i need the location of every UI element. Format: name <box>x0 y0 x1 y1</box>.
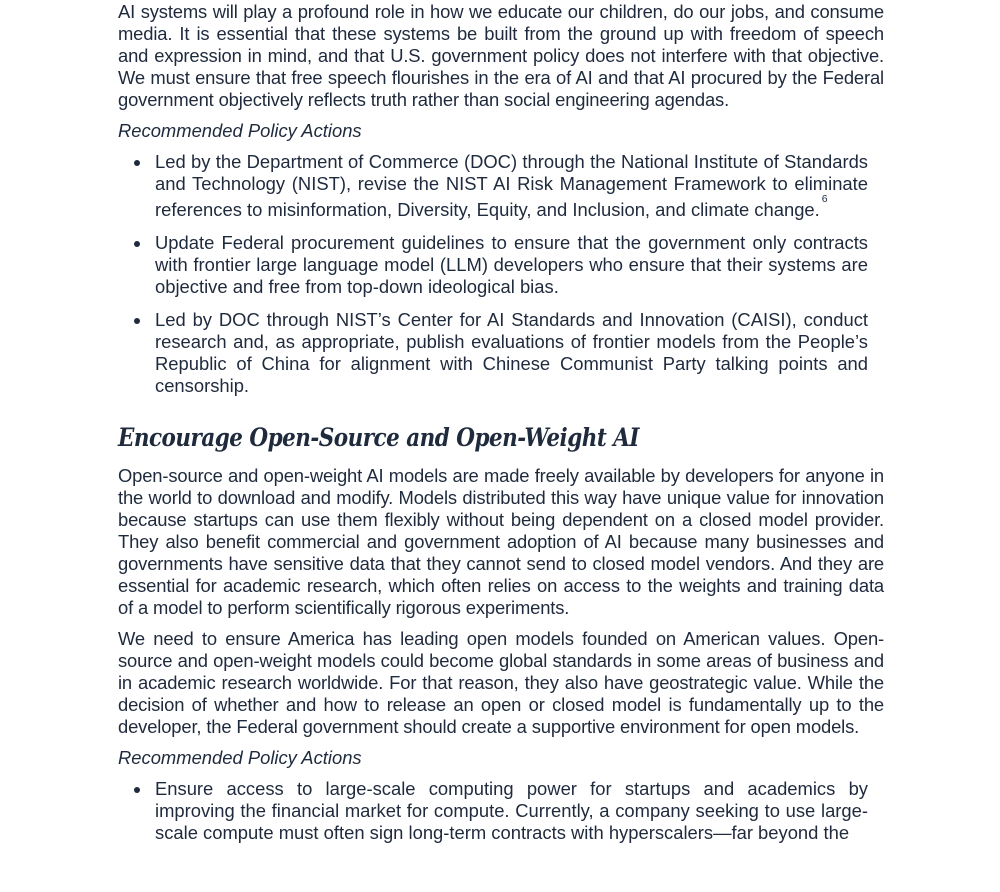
section2-bullet-list <box>118 778 884 844</box>
list-item <box>118 309 868 397</box>
section2-heading: Encourage Open-Source and Open-Weight AI <box>118 423 639 453</box>
list-item <box>118 232 868 298</box>
section1-bullet-list <box>118 151 884 397</box>
bullet-text: Led by the Department of Commerce (DOC) through the National Institute of Standards and Technology (NIST), revise the NIST AI Risk Management Framework to eliminate references to misinformation, Diversity, Equity, and Inclusion, and climate change. <box>155 151 868 221</box>
bullet-icon <box>134 241 140 247</box>
section2-paragraph-2: We need to ensure America has leading open models founded on American values. Open-source and open-weight models could become global standards in some areas of business and in academic research worldwide. For that reason, they also have geostrategic value. While the decision of whether and how to release an open or closed model is fundamentally up to the developer, the Federal government should create a supportive environment for open models. <box>118 628 884 738</box>
bullet-text: Ensure access to large-scale computing power for startups and academics by improving the financial market for compute. Currently, a company seeking to use large-scale compute must often sign long-term contracts with hyperscalers—far beyond the <box>155 778 868 844</box>
bullet-text: Led by DOC through NIST’s Center for AI Standards and Innovation (CAISI), conduct research and, as appropriate, publish evaluations of frontier models from the People’s Republic of China for alignment with Chinese Communist Party talking points and censorship. <box>155 309 868 397</box>
bullet-icon <box>134 318 140 324</box>
footnote-reference[interactable]: 6 <box>821 193 828 205</box>
list-item <box>118 151 868 221</box>
section1-subheading: Recommended Policy Actions <box>118 120 362 141</box>
section2-paragraph-1: Open-source and open-weight AI models are made freely available by developers for anyone in the world to download and modify. Models distributed this way have unique value for innovation because startups can use them flexibly without being dependent on a closed model provider. They also benefit commercial and government adoption of AI because many businesses and governments have sensitive data that they cannot send to closed model vendors. And they are essential for academic research, which often relies on access to the weights and training data of a model to perform scientifically rigorous experiments. <box>118 465 884 619</box>
document-page <box>118 0 884 855</box>
bullet-icon <box>134 787 140 793</box>
section2-subheading: Recommended Policy Actions <box>118 747 362 769</box>
bullet-icon <box>134 160 140 166</box>
bullet-text: Update Federal procurement guidelines to ensure that the government only contracts with frontier large language model (LLM) developers who ensure that their systems are objective and free from top-down ideological bias. <box>155 232 868 298</box>
list-item <box>118 778 868 844</box>
intro-paragraph: AI systems will play a profound role in how we educate our children, do our jobs, and consume media. It is essential that these systems be built from the ground up with freedom of speech and expression in mind, and that U.S. government policy does not interfere with that objective. We must ensure that free speech flourishes in the era of AI and that AI procured by the Federal government objectively reflects truth rather than social engineering agendas. <box>118 1 884 110</box>
